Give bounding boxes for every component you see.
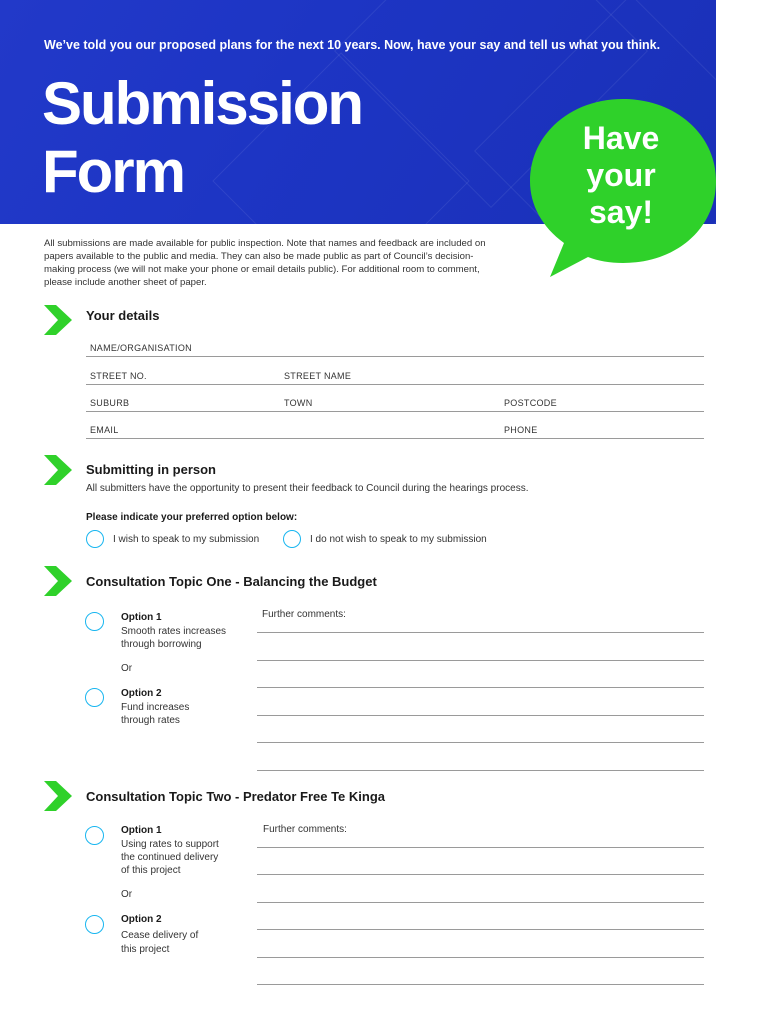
no-speak-radio-label: I do not wish to speak to my submission <box>310 534 487 545</box>
preferred-option-prompt: Please indicate your preferred option below: <box>86 512 298 523</box>
header-tagline: We’ve told you our proposed plans for the next 10 years. Now, have your say and tell us what you think. <box>44 38 661 52</box>
speak-radio-label: I wish to speak to my submission <box>113 534 260 545</box>
topic1-option1-desc <box>121 625 226 651</box>
section-title-topic-one: Consultation Topic One - Balancing the Budget <box>86 574 377 589</box>
phone-field-label: PHONE <box>504 425 538 435</box>
street-field[interactable] <box>86 384 704 385</box>
desc-line: this project <box>121 944 170 955</box>
speak-radio[interactable] <box>86 530 104 548</box>
intro-text: All submissions are made available for public inspection. Note that names and feedback are included on papers available to the public and media. They can also be made public as part of Council’s decision-making process (we will not make your phone or email details public). For additional room to comment, please include another sheet of paper. <box>44 238 486 288</box>
topic1-comment-line[interactable] <box>257 742 704 743</box>
section-arrow-icon <box>44 781 72 811</box>
topic2-option2-title: Option 2 <box>121 914 162 925</box>
name-field[interactable] <box>86 356 704 357</box>
section-title-in-person: Submitting in person <box>86 462 216 477</box>
in-person-description: All submitters have the opportunity to present their feedback to Council during the hearings process. <box>86 483 529 494</box>
topic2-comment-line[interactable] <box>257 874 704 875</box>
topic2-comments-label: Further comments: <box>263 824 347 835</box>
desc-line: the continued delivery <box>121 852 219 863</box>
address-field[interactable] <box>86 411 704 412</box>
desc-line: Fund increases <box>121 702 190 713</box>
title-line-1: Submission <box>42 70 363 137</box>
desc-line: Smooth rates increases <box>121 626 227 637</box>
desc-line: Cease delivery of <box>121 930 199 941</box>
topic2-comment-line[interactable] <box>257 929 704 930</box>
topic1-comment-line[interactable] <box>257 770 704 771</box>
bubble-line-1: Have <box>582 120 660 156</box>
desc-line: through borrowing <box>121 639 202 650</box>
topic2-option1-title: Option 1 <box>121 825 162 836</box>
desc-line: of this project <box>121 865 181 876</box>
topic1-or-label: Or <box>121 663 133 674</box>
section-arrow-icon <box>44 305 72 335</box>
topic2-comment-line[interactable] <box>257 984 704 985</box>
have-your-say-bubble <box>528 97 718 282</box>
topic1-comment-line[interactable] <box>257 660 704 661</box>
page-title <box>42 70 362 206</box>
section-title-topic-two: Consultation Topic Two - Predator Free Te Kinga <box>86 789 386 804</box>
topic1-option2-desc <box>121 701 189 727</box>
email-field-label: EMAIL <box>90 425 119 435</box>
topic1-option1-title: Option 1 <box>121 612 162 623</box>
topic1-comments-label: Further comments: <box>262 609 346 620</box>
topic1-comment-line[interactable] <box>257 632 704 633</box>
topic2-option1-desc <box>121 838 219 877</box>
street-name-field-label: STREET NAME <box>284 371 352 381</box>
suburb-field-label: SUBURB <box>90 398 130 408</box>
topic1-comment-line[interactable] <box>257 715 704 716</box>
town-field-label: TOWN <box>284 398 313 408</box>
topic2-option2-desc <box>121 929 198 957</box>
section-arrow-icon <box>44 455 72 485</box>
topic2-option1-radio[interactable] <box>85 826 104 845</box>
desc-line: through rates <box>121 715 180 726</box>
bubble-line-3: say! <box>588 194 654 230</box>
postcode-field-label: POSTCODE <box>504 398 557 408</box>
topic2-or-label: Or <box>121 889 133 900</box>
desc-line: Using rates to support <box>121 839 219 850</box>
name-field-label: NAME/ORGANISATION <box>90 343 192 353</box>
no-speak-radio[interactable] <box>283 530 301 548</box>
topic1-option2-radio[interactable] <box>85 688 104 707</box>
topic1-option1-radio[interactable] <box>85 612 104 631</box>
topic2-comment-line[interactable] <box>257 957 704 958</box>
topic1-option2-title: Option 2 <box>121 688 162 699</box>
bubble-line-2: your <box>586 157 656 193</box>
topic2-option2-radio[interactable] <box>85 915 104 934</box>
contact-field[interactable] <box>86 438 704 439</box>
section-arrow-icon <box>44 566 72 596</box>
topic1-comment-line[interactable] <box>257 687 704 688</box>
section-title-your-details: Your details <box>86 308 160 323</box>
topic2-comment-line[interactable] <box>257 847 704 848</box>
street-no-field-label: STREET NO. <box>90 371 147 381</box>
title-line-2: Form <box>42 138 184 205</box>
topic2-comment-line[interactable] <box>257 902 704 903</box>
